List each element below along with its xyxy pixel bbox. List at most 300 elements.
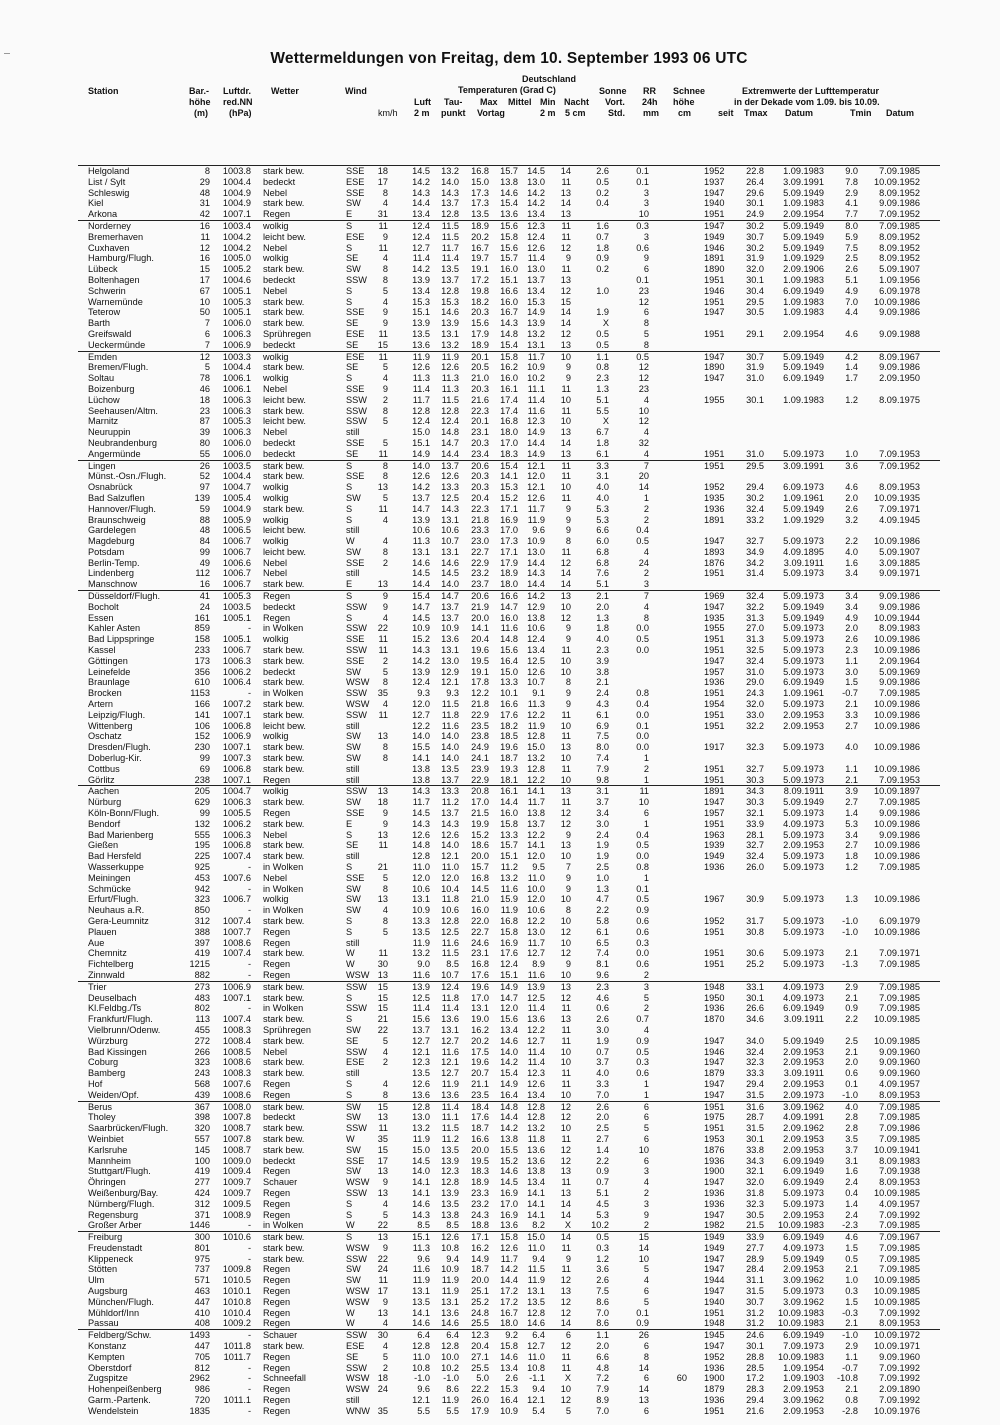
mean-temp-cell: 17.3 <box>500 536 518 547</box>
wind-speed-cell: 22 <box>377 1220 388 1231</box>
max-temp-cell: 20.0 <box>471 1275 489 1286</box>
night-temp-cell: 13 <box>560 840 571 851</box>
weather-cell: wolkig <box>263 253 289 264</box>
sunshine-cell: 5.1 <box>596 394 609 405</box>
mean-temp-cell: 15.7 <box>500 840 518 851</box>
max-temp-cell: 20.3 <box>471 307 489 318</box>
wind-direction-cell: SW <box>346 492 361 503</box>
sunshine-cell: 5.3 <box>596 514 609 525</box>
night-temp-cell: 12 <box>560 1112 571 1123</box>
precipitation-cell: 0.9 <box>636 905 649 916</box>
pressure-cell: - <box>247 688 251 699</box>
night-temp-cell: 9 <box>565 514 571 525</box>
pressure-cell: 1007.8 <box>222 1133 251 1144</box>
night-temp-cell: 13 <box>560 339 571 350</box>
height-cell: 97 <box>199 482 210 493</box>
table-row <box>78 297 940 308</box>
air-temp-cell: 14.8 <box>412 840 430 851</box>
pressure-cell: 1005.3 <box>222 416 251 427</box>
min-temp-cell: 11.7 <box>527 503 545 514</box>
weather-cell: stark bew. <box>263 503 305 514</box>
tmax-date-cell: 5.09.1973 <box>783 634 824 645</box>
wind-direction-cell: SSW <box>346 1330 367 1341</box>
station-cell: Plauen <box>88 926 117 937</box>
air-temp-cell: 12.7 <box>412 1035 430 1046</box>
precipitation-cell: 5 <box>643 328 649 339</box>
pressure-cell: 1006.0 <box>222 437 251 448</box>
weather-cell: Nebel <box>263 285 288 296</box>
min-temp-cell: 9.4 <box>532 1253 545 1264</box>
dew-point-cell: 9.3 <box>446 688 459 699</box>
wind-direction-cell: SW <box>346 1144 361 1155</box>
dew-point-cell: 9.4 <box>446 1253 459 1264</box>
tmax-cell: 31.3 <box>746 612 764 623</box>
table-row <box>78 329 940 340</box>
night-temp-cell: 9 <box>565 634 571 645</box>
wind-direction-cell: SSE <box>346 471 365 482</box>
tmin-cell: 2.6 <box>845 634 858 645</box>
wind-direction-cell: SSW <box>346 601 367 612</box>
mean-temp-cell: 15.7 <box>500 166 518 176</box>
tmax-date-cell: 5.09.1973 <box>783 926 824 937</box>
station-cell: Schmücke <box>88 883 131 894</box>
table-row <box>78 177 940 188</box>
sunshine-cell: 2.4 <box>596 688 609 699</box>
pressure-cell: 1005.5 <box>222 808 251 819</box>
weather-cell: Regen <box>263 1395 291 1406</box>
wind-direction-cell: S <box>346 992 353 1003</box>
station-cell: Feldberg/Schw. <box>88 1330 152 1341</box>
weather-cell: leicht bew. <box>263 231 306 242</box>
wind-speed-cell: 5 <box>382 362 388 373</box>
precipitation-cell: 0.1 <box>636 274 649 285</box>
header-luft-a: Luft <box>414 97 431 107</box>
tmax-cell: 29.6 <box>746 187 764 198</box>
tmin-date-cell: 7.09.1985 <box>879 992 920 1003</box>
precipitation-cell: 0.1 <box>636 720 649 731</box>
weather-cell: Regen <box>263 959 291 970</box>
tmin-cell: 1.2 <box>845 394 858 405</box>
night-temp-cell: 12 <box>560 285 571 296</box>
header-luft-1: Luftdr. <box>223 86 251 96</box>
max-temp-cell: 22.7 <box>471 926 489 937</box>
tmax-date-cell: 2.09.1953 <box>783 1144 824 1155</box>
tmin-date-cell: 7.09.1985 <box>879 166 920 176</box>
weather-cell: stark bew. <box>263 992 305 1003</box>
air-temp-cell: 12.2 <box>412 720 430 731</box>
min-temp-cell: 13.2 <box>527 328 545 339</box>
wind-direction-cell: SSW <box>346 786 367 797</box>
dew-point-cell: 12.1 <box>441 677 459 688</box>
min-temp-cell: 12.1 <box>527 1395 545 1406</box>
wind-speed-cell: 11 <box>378 948 388 959</box>
height-cell: 277 <box>194 1177 210 1188</box>
table-row <box>78 884 940 895</box>
max-temp-cell: 24.1 <box>471 753 489 764</box>
wind-speed-cell: 22 <box>377 1024 388 1035</box>
sunshine-cell: 8.9 <box>596 1395 609 1406</box>
record-since-cell: 1951 <box>704 959 725 970</box>
wind-speed-cell: 15 <box>377 1144 388 1155</box>
record-since-cell: 1947 <box>704 601 725 612</box>
header-min-a: Min <box>540 97 556 107</box>
table-row <box>78 667 940 678</box>
night-temp-cell: 11 <box>561 1351 571 1362</box>
table-row <box>78 1123 940 1134</box>
air-temp-cell: 13.4 <box>412 285 430 296</box>
tmin-date-cell: 9.09.1988 <box>879 328 920 339</box>
tmin-cell: 2.0 <box>845 623 858 634</box>
station-cell: Weinbiet <box>88 1133 124 1144</box>
record-since-cell: 1957 <box>704 666 725 677</box>
night-temp-cell: 13 <box>560 786 571 797</box>
table-row <box>78 656 940 667</box>
tmin-cell: 0.9 <box>845 1003 858 1014</box>
sunshine-cell: 2.6 <box>596 1014 609 1025</box>
precipitation-cell: 9 <box>643 1209 649 1220</box>
record-since-cell: 1890 <box>704 362 725 373</box>
weather-cell: stark bew. <box>263 362 305 373</box>
max-temp-cell: 19.6 <box>471 981 489 992</box>
wind-speed-cell: 13 <box>377 579 388 590</box>
height-cell: 356 <box>194 666 210 677</box>
max-temp-cell: 18.6 <box>471 840 489 851</box>
wind-speed-cell: 4 <box>382 699 388 710</box>
night-temp-cell: 12 <box>560 808 571 819</box>
tmin-date-cell: 10.09.1986 <box>874 894 920 905</box>
height-cell: 158 <box>194 634 210 645</box>
sunshine-cell: 4.7 <box>596 894 609 905</box>
fold-mark <box>4 53 10 54</box>
record-since-cell: 1951 <box>704 926 725 937</box>
table-row <box>78 1286 940 1297</box>
weather-cell: Regen <box>263 591 291 602</box>
dew-point-cell: 14.0 <box>441 579 459 590</box>
table-row <box>78 504 940 515</box>
height-cell: 106 <box>194 720 210 731</box>
record-since-cell: 1947 <box>704 1253 725 1264</box>
wind-direction-cell: SSW <box>346 394 367 405</box>
height-cell: 388 <box>194 926 210 937</box>
height-cell: 397 <box>194 937 210 948</box>
station-cell: Großer Arber <box>88 1220 142 1231</box>
air-temp-cell: 5.5 <box>417 1405 430 1416</box>
weather-cell: wolkig <box>263 482 289 493</box>
tmin-date-cell: 7.09.1985 <box>879 959 920 970</box>
tmax-date-cell: 5.09.1949 <box>783 797 824 808</box>
precipitation-cell: 0.1 <box>636 176 649 187</box>
station-cell: Lübeck <box>88 264 118 275</box>
station-group <box>78 1329 940 1416</box>
wind-speed-cell: 13 <box>377 1166 388 1177</box>
tmin-date-cell: 9.09.1986 <box>879 591 920 602</box>
night-temp-cell: 14 <box>560 579 571 590</box>
pressure-cell: - <box>247 959 251 970</box>
height-cell: 410 <box>194 1307 210 1318</box>
snow-depth-cell: 60 <box>676 1373 687 1384</box>
height-cell: 67 <box>199 285 210 296</box>
tmax-date-cell: 6.09.1973 <box>783 482 824 493</box>
station-cell: Bendorf <box>88 818 121 829</box>
record-since-cell: 1947 <box>704 1035 725 1046</box>
tmax-date-cell: 5.09.1973 <box>783 763 824 774</box>
min-temp-cell: 11.7 <box>527 351 545 362</box>
wind-direction-cell: ESE <box>346 176 365 187</box>
night-temp-cell: 11 <box>561 731 571 742</box>
table-row <box>78 1275 940 1286</box>
precipitation-cell: 6 <box>643 1373 649 1384</box>
table-row <box>78 188 940 199</box>
precipitation-cell: 0.3 <box>636 220 649 231</box>
precipitation-cell: 0.1 <box>636 166 649 176</box>
header-datum-1: Datum <box>785 108 814 118</box>
height-cell: 272 <box>194 1035 210 1046</box>
tmax-cell: 21.5 <box>746 1220 764 1231</box>
table-row <box>78 307 940 318</box>
station-cell: Emden <box>88 351 118 362</box>
air-temp-cell: 10.8 <box>412 1362 430 1373</box>
wind-direction-cell: W <box>346 1307 355 1318</box>
dew-point-cell: 12.1 <box>441 851 459 862</box>
night-temp-cell: 12 <box>560 818 571 829</box>
max-temp-cell: 19.0 <box>471 1014 489 1025</box>
pressure-cell: - <box>247 883 251 894</box>
tmax-date-cell: 5.09.1973 <box>783 448 824 459</box>
wind-direction-cell: SSE <box>346 808 365 819</box>
night-temp-cell: 9 <box>565 525 571 536</box>
tmax-date-cell: 5.09.1949 <box>783 1035 824 1046</box>
weather-cell: stark bew. <box>263 981 305 992</box>
night-temp-cell: 10 <box>560 482 571 493</box>
sunshine-cell: 6.8 <box>596 546 609 557</box>
pressure-cell: 1006.1 <box>222 373 251 384</box>
max-temp-cell: 22.9 <box>471 774 489 785</box>
tmin-date-cell: 9.09.1986 <box>879 307 920 318</box>
weather-cell: Sprühregen <box>263 1024 312 1035</box>
air-temp-cell: 13.9 <box>412 514 430 525</box>
height-cell: 99 <box>199 753 210 764</box>
weather-cell: stark bew. <box>263 1133 305 1144</box>
pressure-cell: 1010.6 <box>222 1232 251 1243</box>
max-temp-cell: 12.2 <box>471 688 489 699</box>
weather-cell: Nebel <box>263 872 288 883</box>
pressure-cell: 1010.1 <box>222 1286 251 1297</box>
wind-speed-cell: 11 <box>378 351 388 362</box>
weather-cell: Regen <box>263 1198 291 1209</box>
air-temp-cell: 14.7 <box>412 601 430 612</box>
air-temp-cell: 12.7 <box>412 242 430 253</box>
tmin-date-cell: 10.09.1986 <box>874 296 920 307</box>
pressure-cell: 1006.7 <box>222 536 251 547</box>
wind-direction-cell: SSW <box>346 623 367 634</box>
weather-cell: stark bew. <box>263 1101 305 1112</box>
mean-temp-cell: 14.6 <box>500 1351 518 1362</box>
pressure-cell: - <box>247 1384 251 1395</box>
dew-point-cell: 10.9 <box>441 623 459 634</box>
wind-direction-cell: W <box>346 959 355 970</box>
pressure-cell: 1007.2 <box>222 699 251 710</box>
sunshine-cell: 6.6 <box>596 525 609 536</box>
tmax-cell: 32.2 <box>746 601 764 612</box>
tmax-date-cell: 5.09.1973 <box>783 774 824 785</box>
tmin-cell: 2.1 <box>845 699 858 710</box>
record-since-cell: 1975 <box>704 1112 725 1123</box>
table-row <box>78 568 940 579</box>
header-tau-b: punkt <box>441 108 466 118</box>
wind-speed-cell: 13 <box>377 482 388 493</box>
weather-cell: stark bew. <box>263 915 305 926</box>
height-cell: 112 <box>195 568 210 579</box>
header-tmin: Tmin <box>850 108 872 118</box>
station-cell: Barth <box>88 318 110 329</box>
tmin-cell: 2.1 <box>845 992 858 1003</box>
tmax-cell: 28.7 <box>746 1112 764 1123</box>
pressure-cell: 1006.2 <box>222 666 251 677</box>
dew-point-cell: 11.8 <box>441 709 459 720</box>
wind-speed-cell: 11 <box>378 242 388 253</box>
air-temp-cell: 13.6 <box>412 339 430 350</box>
record-since-cell: 1951 <box>704 328 725 339</box>
mean-temp-cell: 17.2 <box>500 1296 518 1307</box>
table-row <box>78 764 940 775</box>
air-temp-cell: 14.2 <box>412 264 430 275</box>
wind-direction-cell: S <box>346 482 353 493</box>
precipitation-cell: 0.1 <box>636 883 649 894</box>
dew-point-cell: 11.6 <box>441 1046 459 1057</box>
sunshine-cell: 4.0 <box>596 482 609 493</box>
wind-speed-cell: 21 <box>377 862 388 872</box>
precipitation-cell: 3 <box>643 187 649 198</box>
record-since-cell: 1947 <box>704 536 725 547</box>
tmax-cell: 32.0 <box>746 1177 764 1188</box>
pressure-cell: 1004.9 <box>222 198 251 209</box>
sunshine-cell: 0.5 <box>596 328 609 339</box>
tmin-date-cell: 10.09.1935 <box>874 492 920 503</box>
precipitation-cell: 23 <box>638 383 649 394</box>
dew-point-cell: 13.2 <box>441 339 459 350</box>
tmin-cell: 1.8 <box>845 851 858 862</box>
station-group <box>78 1231 940 1329</box>
air-temp-cell: 12.6 <box>412 829 430 840</box>
tmax-date-cell: 6.09.1949 <box>783 1330 824 1341</box>
weather-cell: Regen <box>263 926 291 937</box>
max-temp-cell: 17.1 <box>471 1232 489 1243</box>
station-cell: Öhringen <box>88 1177 126 1188</box>
record-since-cell: 1948 <box>704 981 725 992</box>
wind-direction-cell: SSW <box>346 274 367 285</box>
sunshine-cell: 0.5 <box>596 339 609 350</box>
wind-direction-cell: WSW <box>346 1242 370 1253</box>
station-cell: Deuselbach <box>88 992 137 1003</box>
wind-direction-cell: SW <box>346 264 361 275</box>
max-temp-cell: 15.0 <box>471 176 489 187</box>
mean-temp-cell: 17.2 <box>500 1286 518 1297</box>
wind-speed-cell: 4 <box>382 514 388 525</box>
tmin-cell: 2.2 <box>845 536 858 547</box>
tmin-date-cell: 8.09.1983 <box>879 623 920 634</box>
record-since-cell: 1945 <box>704 1330 725 1341</box>
wind-direction-cell: SW <box>346 742 361 753</box>
sunshine-cell: 6.0 <box>596 536 609 547</box>
station-cell: Bad Lippspringe <box>88 634 155 645</box>
height-cell: 10 <box>199 296 210 307</box>
max-temp-cell: 23.3 <box>471 1187 489 1198</box>
min-temp-cell: 12.4 <box>527 231 545 242</box>
sunshine-cell: 3.4 <box>596 808 609 819</box>
tmax-date-cell: 6.09.1949 <box>783 677 824 688</box>
tmax-date-cell: 2.09.1953 <box>783 1133 824 1144</box>
sunshine-cell: 6.5 <box>596 937 609 948</box>
sunshine-cell: 7.0 <box>596 1089 609 1100</box>
height-cell: 1493 <box>189 1330 210 1341</box>
table-row <box>78 1079 940 1090</box>
night-temp-cell: 11 <box>561 1035 571 1046</box>
pressure-cell: 1006.3 <box>222 797 251 808</box>
sunshine-cell: 0.2 <box>596 187 609 198</box>
precipitation-cell: 0.0 <box>636 851 649 862</box>
tmax-cell: 30.5 <box>746 307 764 318</box>
weather-cell: Nebel <box>263 1046 288 1057</box>
wind-direction-cell: W <box>346 1220 355 1231</box>
sunshine-cell: 2.5 <box>596 862 609 872</box>
dew-point-cell: 11.8 <box>441 894 459 905</box>
pressure-cell: 1008.7 <box>222 1123 251 1134</box>
sunshine-cell: 1.1 <box>596 351 609 362</box>
night-temp-cell: 9 <box>565 362 571 373</box>
air-temp-cell: 14.7 <box>412 503 430 514</box>
sunshine-cell: 2.1 <box>596 591 609 602</box>
wind-direction-cell: still <box>346 851 360 862</box>
night-temp-cell: 11 <box>561 546 571 557</box>
night-temp-cell: 9 <box>565 872 571 883</box>
wind-speed-cell: 4 <box>382 1046 388 1057</box>
record-since-cell: 1940 <box>704 1296 725 1307</box>
weather-cell: bedeckt <box>263 437 296 448</box>
night-temp-cell: 13 <box>560 209 571 220</box>
mean-temp-cell: 15.6 <box>500 1014 518 1025</box>
record-since-cell: 1982 <box>704 1220 725 1231</box>
table-row <box>78 461 940 472</box>
wind-direction-cell: E <box>346 818 353 829</box>
dew-point-cell: 13.6 <box>441 634 459 645</box>
mean-temp-cell: 14.2 <box>500 1057 518 1068</box>
mean-temp-cell: 14.7 <box>500 601 518 612</box>
dew-point-cell: 6.4 <box>446 1330 459 1341</box>
max-temp-cell: 22.9 <box>471 709 489 720</box>
wind-speed-cell: 5 <box>382 1209 388 1220</box>
height-cell: 424 <box>194 1187 210 1198</box>
max-temp-cell: 20.3 <box>471 482 489 493</box>
precipitation-cell: 1 <box>643 1078 649 1089</box>
night-temp-cell: 10 <box>560 753 571 764</box>
min-temp-cell: 12.6 <box>527 1078 545 1089</box>
tmin-date-cell: 7.09.1953 <box>879 448 920 459</box>
pressure-cell: 1006.3 <box>222 405 251 416</box>
min-temp-cell: 11.9 <box>527 720 545 731</box>
wind-speed-cell: 17 <box>377 1155 388 1166</box>
precipitation-cell: 0.6 <box>636 242 649 253</box>
record-since-cell: 1947 <box>704 1341 725 1352</box>
dew-point-cell: -1.0 <box>443 1373 459 1384</box>
weather-cell: stark bew. <box>263 460 305 471</box>
dew-point-cell: 12.8 <box>441 405 459 416</box>
wind-speed-cell: 8 <box>382 264 388 275</box>
tmax-cell: 31.0 <box>746 666 764 677</box>
sunshine-cell: X <box>602 416 609 427</box>
max-temp-cell: 21.0 <box>471 373 489 384</box>
wind-direction-cell: S <box>346 1089 353 1100</box>
tmin-cell: 3.3 <box>845 709 858 720</box>
